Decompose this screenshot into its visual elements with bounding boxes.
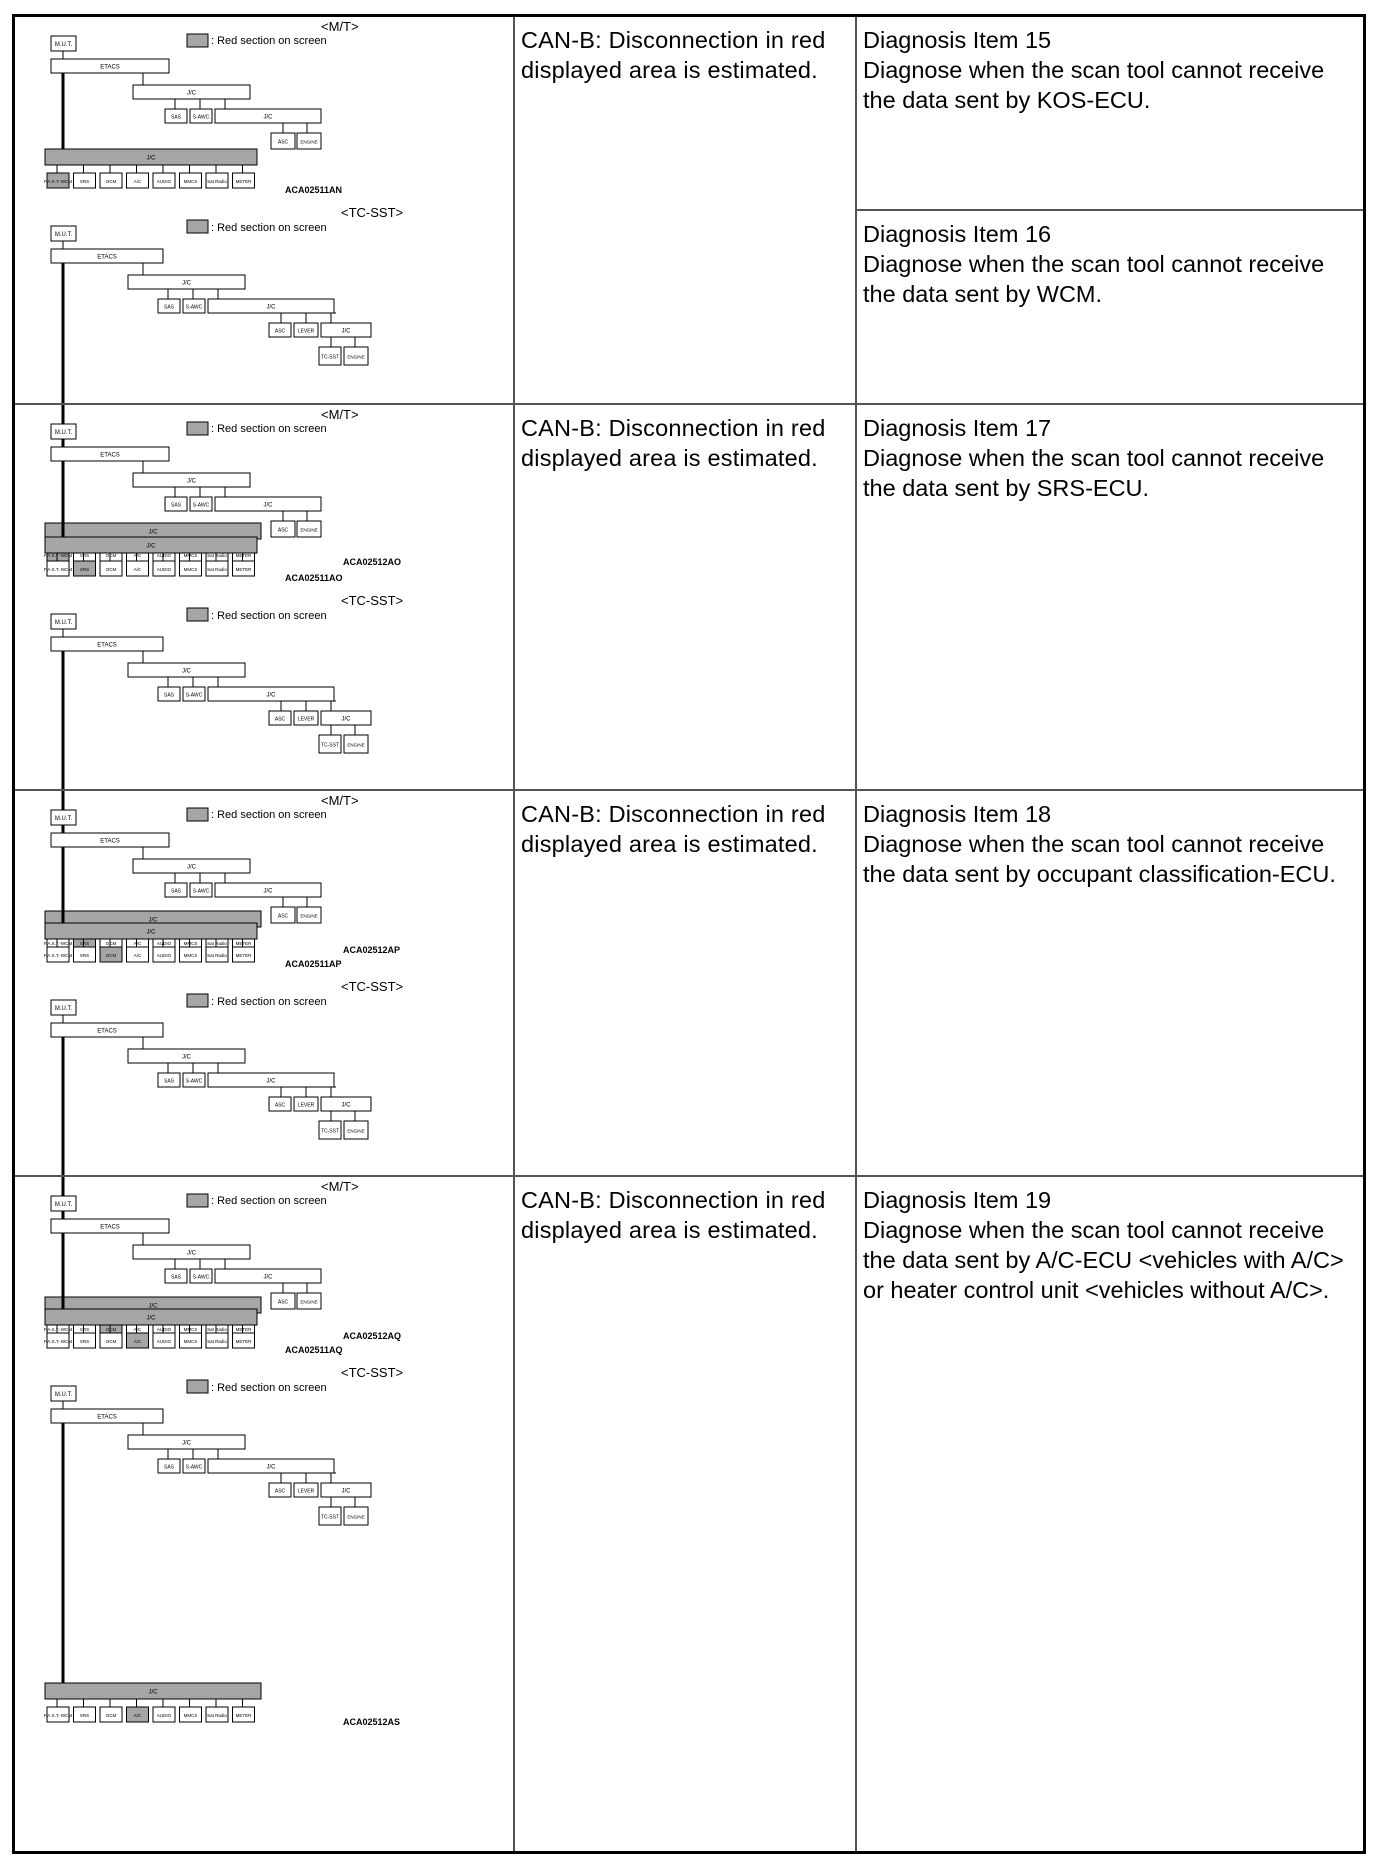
sas-box-label: SAS: [170, 888, 182, 895]
item-title: Diagnosis Item 19: [863, 1187, 1052, 1213]
jc-main-bus-label: J/C: [146, 543, 156, 550]
engine-box-label: ENGINE: [347, 1128, 365, 1134]
diagnosis-item: [857, 209, 1363, 403]
jc-box-label: J/C: [182, 1440, 191, 1447]
tcsst-box-label: TC-SST: [320, 742, 340, 749]
module-box-label: METER: [235, 553, 252, 558]
diagnosis-item: [857, 791, 1363, 1175]
jc-box-label: J/C: [182, 280, 191, 287]
module-box-label: OCM: [105, 1339, 117, 1344]
module-box-label: MMCS: [183, 953, 198, 958]
module-box-label: OCM: [105, 1713, 117, 1718]
sas-box-label: SAS: [170, 1274, 182, 1281]
sawc-box-label: S-AWC: [185, 304, 203, 311]
asc-box-label: ASC: [277, 139, 289, 146]
jc-box-label: J/C: [266, 692, 276, 699]
mut-box-label: M.U.T.: [54, 232, 73, 238]
etacs-box-label: ETACS: [100, 64, 120, 71]
etacs-box-label: ETACS: [97, 1028, 117, 1035]
module-box-label: A/C: [133, 941, 142, 946]
legend-swatch: [187, 34, 208, 47]
jc-box-label: J/C: [187, 90, 196, 97]
engine-box-label: ENGINE: [300, 1299, 318, 1305]
diagram-cell: [15, 791, 515, 1341]
variant-label: <TC-SST>: [341, 1365, 404, 1380]
module-box-label: METER: [235, 179, 252, 184]
legend-text: : Red section on screen: [211, 610, 327, 622]
tcsst-box-label: TC-SST: [320, 1514, 340, 1521]
module-box-label: MMCS: [183, 553, 198, 558]
message-cell: [515, 17, 857, 403]
asc-box-label: ASC: [274, 1488, 286, 1495]
variant-label: <M/T>: [321, 407, 359, 422]
module-box-label: F.A.S.T.-WCM: [43, 953, 73, 958]
message-text: CAN-B: Disconnection in red displayed area is estimated.: [521, 415, 826, 471]
module-box-label: MMCS: [183, 1713, 198, 1718]
mut-box-label: M.U.T.: [54, 1202, 73, 1208]
figure-code: ACA02511AO: [285, 573, 343, 583]
jc-box-label: J/C: [341, 1488, 351, 1495]
can-b-diagram: [15, 791, 513, 1341]
lever-box-label: LEVER: [297, 1488, 315, 1495]
jc-box-label: J/C: [187, 864, 196, 871]
etacs-box-label: ETACS: [97, 254, 117, 261]
figure-code: ACA02511AQ: [285, 1345, 343, 1355]
item-cell: [857, 791, 1363, 1175]
jc-main-bus-label: J/C: [146, 1315, 156, 1322]
module-box-label: Sat Radio: [207, 1339, 227, 1344]
module-box-label: Sat Radio: [207, 567, 227, 572]
mut-box-label: M.U.T.: [54, 1006, 73, 1012]
jc-main-bus-label: J/C: [148, 529, 158, 536]
module-box-label: A/C: [133, 553, 142, 558]
diagram-cell: [15, 405, 515, 955]
legend-swatch: [187, 220, 208, 233]
jc-box-label: J/C: [263, 114, 273, 121]
can-b-diagram: [15, 405, 513, 955]
module-box-label: METER: [235, 1713, 252, 1718]
asc-box-label: ASC: [277, 913, 289, 920]
module-box-label: OCM: [105, 1327, 117, 1332]
module-box-label: METER: [235, 567, 252, 572]
figure-code: ACA02511AP: [285, 959, 342, 969]
module-box-label: AUDIO: [156, 953, 172, 958]
module-box-label: SRS: [79, 1339, 90, 1344]
module-box-label: AUDIO: [156, 179, 172, 184]
item-cell: [857, 405, 1363, 789]
sas-box-label: SAS: [170, 502, 182, 509]
module-box-label: METER: [235, 941, 252, 946]
module-box-label: F.A.S.T.-WCM: [43, 1327, 73, 1332]
asc-box-label: ASC: [277, 1299, 289, 1306]
module-box-label: SRS: [79, 567, 90, 572]
message-text: CAN-B: Disconnection in red displayed area is estimated.: [521, 27, 826, 83]
module-box-label: OCM: [105, 953, 117, 958]
variant-label: <TC-SST>: [341, 593, 404, 608]
sas-box-label: SAS: [170, 114, 182, 121]
module-box-label: SRS: [79, 1327, 90, 1332]
legend-text: : Red section on screen: [211, 1382, 327, 1394]
variant-label: <M/T>: [321, 793, 359, 808]
module-box-label: F.A.S.T.-WCM: [43, 179, 73, 184]
legend-swatch: [187, 1194, 208, 1207]
sas-box-label: SAS: [163, 692, 175, 699]
module-box-label: F.A.S.T.-WCM: [43, 567, 73, 572]
module-box-label: MMCS: [183, 941, 198, 946]
module-box-label: A/C: [133, 1339, 142, 1344]
jc-box-label: J/C: [187, 478, 196, 485]
engine-box-label: ENGINE: [347, 1514, 365, 1520]
module-box-label: MMCS: [183, 1339, 198, 1344]
engine-box-label: ENGINE: [300, 913, 318, 919]
engine-box-label: ENGINE: [300, 527, 318, 533]
module-box-label: AUDIO: [156, 1713, 172, 1718]
lever-box-label: LEVER: [297, 716, 315, 723]
item-cell: [857, 1177, 1363, 1851]
message-text: CAN-B: Disconnection in red displayed area is estimated.: [521, 801, 826, 857]
mut-box-label: M.U.T.: [54, 816, 73, 822]
asc-box-label: ASC: [277, 527, 289, 534]
legend-text: : Red section on screen: [211, 35, 327, 47]
figure-code: ACA02512AS: [343, 1717, 401, 1727]
variant-label: <M/T>: [321, 19, 359, 34]
sawc-box-label: S-AWC: [185, 1078, 203, 1085]
legend-swatch: [187, 1380, 208, 1393]
figure-code: ACA02512AP: [343, 945, 401, 955]
jc-box-label: J/C: [341, 328, 351, 335]
jc-main-bus-label: J/C: [148, 1303, 158, 1310]
module-box-label: F.A.S.T.-WCM: [43, 553, 73, 558]
sas-box-label: SAS: [163, 1078, 175, 1085]
asc-box-label: ASC: [274, 716, 286, 723]
item-title: Diagnosis Item 15: [863, 27, 1052, 53]
module-box-label: Sat Radio: [207, 953, 227, 958]
message-cell: [515, 791, 857, 1175]
module-box-label: Sat Radio: [207, 1713, 227, 1718]
module-box-label: F.A.S.T.-WCM: [43, 1713, 73, 1718]
figure-code: ACA02512AQ: [343, 1331, 402, 1341]
etacs-box-label: ETACS: [100, 452, 120, 459]
module-box-label: AUDIO: [156, 1339, 172, 1344]
legend-text: : Red section on screen: [211, 809, 327, 821]
legend-text: : Red section on screen: [211, 1195, 327, 1207]
module-box-label: AUDIO: [156, 1327, 172, 1332]
figure-code: ACA02512AO: [343, 557, 402, 567]
jc-box-label: J/C: [341, 1102, 351, 1109]
diagram-block-tcsst: [44, 1365, 403, 1727]
asc-box-label: ASC: [274, 1102, 286, 1109]
module-box-label: F.A.S.T.-WCM: [43, 941, 73, 946]
engine-box-label: ENGINE: [300, 139, 318, 145]
jc-box-label: J/C: [341, 716, 351, 723]
diagnosis-table: [12, 14, 1366, 1854]
sawc-box-label: S-AWC: [192, 1274, 210, 1281]
sawc-box-label: S-AWC: [185, 1464, 203, 1471]
etacs-box-label: ETACS: [97, 1414, 117, 1421]
module-box-label: Sat Radio: [207, 553, 227, 558]
item-description: Diagnose when the scan tool cannot receive the data sent by WCM.: [863, 251, 1325, 307]
module-box-label: MMCS: [183, 567, 198, 572]
module-box-label: AUDIO: [156, 941, 172, 946]
sawc-box-label: S-AWC: [185, 692, 203, 699]
diagram-cell: [15, 17, 515, 567]
asc-box-label: ASC: [274, 328, 286, 335]
item-description: Diagnose when the scan tool cannot receive the data sent by occupant classification-ECU.: [863, 831, 1336, 887]
module-box-label: OCM: [105, 941, 117, 946]
message-cell: [515, 1177, 857, 1851]
variant-label: <M/T>: [321, 1179, 359, 1194]
jc-box-label: J/C: [266, 304, 276, 311]
module-box-label: Sat Radio: [207, 941, 227, 946]
jc-main-bus-label: J/C: [148, 917, 158, 924]
diagnosis-item: [857, 405, 1363, 789]
module-box-label: SRS: [79, 179, 90, 184]
etacs-box-label: ETACS: [97, 642, 117, 649]
jc-main-bus-label: J/C: [146, 929, 156, 936]
module-box-label: OCM: [105, 179, 117, 184]
module-box-label: A/C: [133, 1713, 142, 1718]
item-description: Diagnose when the scan tool cannot receive the data sent by SRS-ECU.: [863, 445, 1325, 501]
message-text: CAN-B: Disconnection in red displayed area is estimated.: [521, 1187, 826, 1243]
diagnosis-item: [857, 1177, 1363, 1851]
jc-box-label: J/C: [263, 502, 273, 509]
item-title: Diagnosis Item 18: [863, 801, 1052, 827]
diagnosis-item: [857, 17, 1363, 209]
legend-text: : Red section on screen: [211, 423, 327, 435]
figure-code: ACA02511AN: [285, 185, 343, 195]
diagram-block: [44, 793, 359, 969]
item-cell: [857, 17, 1363, 403]
can-b-diagram: [15, 1177, 513, 1727]
variant-label: <TC-SST>: [341, 979, 404, 994]
table-row: [15, 1175, 1363, 1851]
variant-label: <TC-SST>: [341, 205, 404, 220]
sas-box-label: SAS: [163, 1464, 175, 1471]
item-title: Diagnosis Item 17: [863, 415, 1052, 441]
lever-box-label: LEVER: [297, 328, 315, 335]
item-description: Diagnose when the scan tool cannot receive the data sent by A/C-ECU <vehicles with A/C> or heater control unit <vehicles without A/C>.: [863, 1217, 1344, 1303]
module-box-label: F.A.S.T.-WCM: [43, 1339, 73, 1344]
diagram-block: [44, 19, 359, 195]
tcsst-box-label: TC-SST: [320, 354, 340, 361]
module-box-label: A/C: [133, 567, 142, 572]
module-box-label: A/C: [133, 953, 142, 958]
module-box-label: A/C: [133, 179, 142, 184]
engine-box-label: ENGINE: [347, 742, 365, 748]
tcsst-box-label: TC-SST: [320, 1128, 340, 1135]
jc-box-label: J/C: [266, 1464, 276, 1471]
legend-swatch: [187, 994, 208, 1007]
jc-box-label: J/C: [263, 888, 273, 895]
module-box-label: MMCS: [183, 179, 198, 184]
module-box-label: Sat Radio: [207, 179, 227, 184]
legend-text: : Red section on screen: [211, 996, 327, 1008]
mut-box-label: M.U.T.: [54, 42, 73, 48]
can-b-diagram: [15, 17, 513, 567]
module-box-label: MMCS: [183, 1327, 198, 1332]
lever-box-label: LEVER: [297, 1102, 315, 1109]
sawc-box-label: S-AWC: [192, 888, 210, 895]
diagram-cell: [15, 1177, 515, 1851]
jc-box-label: J/C: [182, 1054, 191, 1061]
module-box-label: SRS: [79, 953, 90, 958]
module-box-label: Sat Radio: [207, 1327, 227, 1332]
diagram-block: [44, 1179, 359, 1355]
mut-box-label: M.U.T.: [54, 620, 73, 626]
module-box-label: SRS: [79, 1713, 90, 1718]
jc-box-label: J/C: [266, 1078, 276, 1085]
module-box-label: SRS: [79, 553, 90, 558]
item-description: Diagnose when the scan tool cannot receive the data sent by KOS-ECU.: [863, 57, 1325, 113]
module-box-label: METER: [235, 953, 252, 958]
legend-swatch: [187, 808, 208, 821]
module-box-label: OCM: [105, 553, 117, 558]
sawc-box-label: S-AWC: [192, 114, 210, 121]
legend-text: : Red section on screen: [211, 222, 327, 234]
diagram-block: [44, 407, 359, 583]
mut-box-label: M.U.T.: [54, 430, 73, 436]
jc-box-label: J/C: [263, 1274, 273, 1281]
jc-main-bus-label: J/C: [146, 155, 156, 162]
diagram-block: [44, 1365, 403, 1727]
item-title: Diagnosis Item 16: [863, 221, 1052, 247]
jc-main-bus-label: J/C: [148, 1689, 158, 1696]
legend-swatch: [187, 422, 208, 435]
sawc-box-label: S-AWC: [192, 502, 210, 509]
etacs-box-label: ETACS: [100, 1224, 120, 1231]
jc-box-label: J/C: [182, 668, 191, 675]
module-box-label: SRS: [79, 941, 90, 946]
module-box-label: OCM: [105, 567, 117, 572]
sas-box-label: SAS: [163, 304, 175, 311]
engine-box-label: ENGINE: [347, 354, 365, 360]
module-box-label: A/C: [133, 1327, 142, 1332]
mut-box-label: M.U.T.: [54, 1392, 73, 1398]
module-box-label: AUDIO: [156, 567, 172, 572]
legend-swatch: [187, 608, 208, 621]
module-box-label: METER: [235, 1327, 252, 1332]
jc-box-label: J/C: [187, 1250, 196, 1257]
etacs-box-label: ETACS: [100, 838, 120, 845]
module-box-label: METER: [235, 1339, 252, 1344]
module-box-label: AUDIO: [156, 553, 172, 558]
message-cell: [515, 405, 857, 789]
